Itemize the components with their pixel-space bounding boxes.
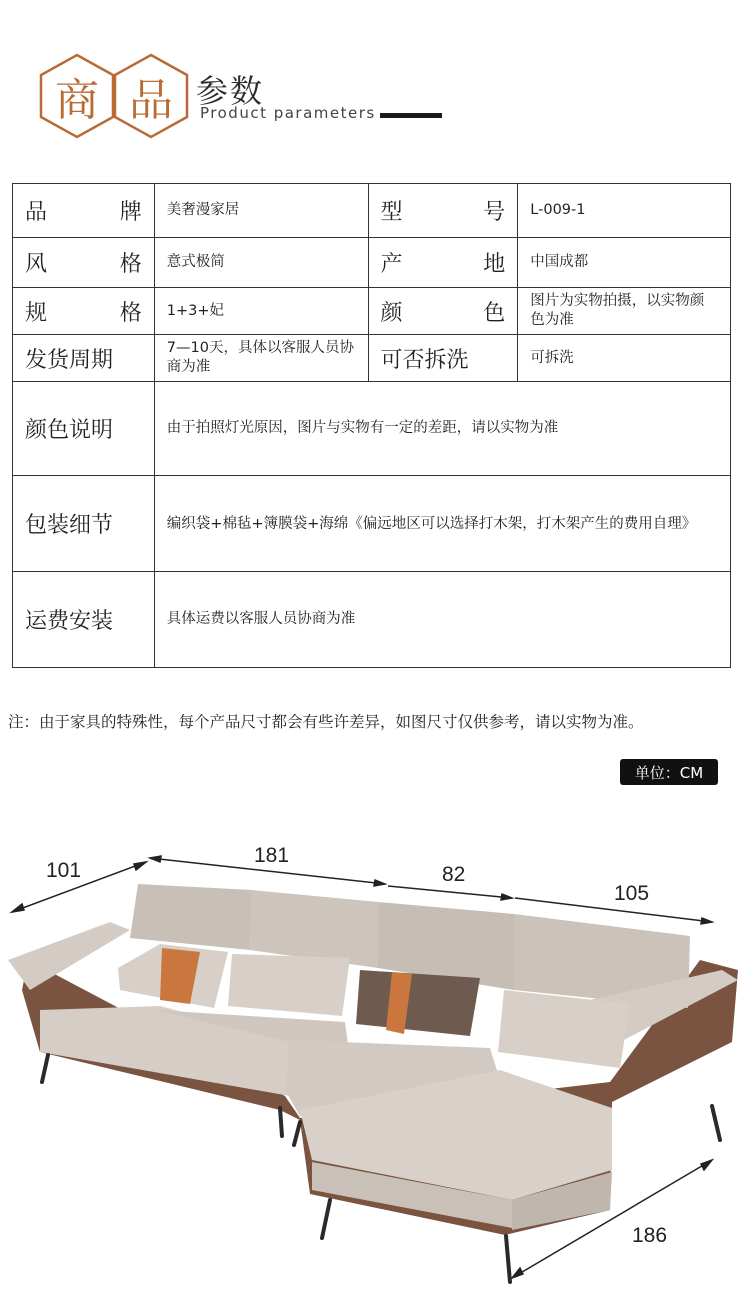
unit-badge: 单位：CM (620, 759, 718, 785)
value-color: 图片为实物拍摄，以实物颜色为准 (518, 288, 731, 335)
value-packaging: 编织袋+棉毡+簿膜袋+海绵《偏远地区可以选择打木架，打木架产生的费用自理》 (154, 476, 730, 572)
table-row (13, 476, 731, 572)
sofa-body (8, 884, 738, 1235)
title-char-pin: 品 (129, 75, 173, 126)
value-spec: 1+3+妃 (154, 288, 368, 335)
title-char-shang: 商 (55, 75, 99, 126)
value-washable: 可拆洗 (518, 335, 731, 382)
table-row (13, 184, 731, 238)
value-style: 意式极简 (154, 238, 368, 288)
dim-left-width: 181 (254, 844, 290, 867)
table-row (13, 382, 731, 476)
dim-middle: 82 (442, 863, 466, 886)
parameters-table (12, 183, 731, 668)
label-washable: 可否拆洗 (368, 335, 518, 382)
value-color-note: 由于拍照灯光原因，图片与实物有一定的差距，请以实物为准 (154, 382, 730, 476)
dim-chaise-width: 105 (614, 882, 650, 905)
label-spec: 规格 (13, 288, 155, 335)
label-style: 风格 (13, 238, 155, 288)
size-note: 注：由于家具的特殊性，每个产品尺寸都会有些许差异，如图尺寸仅供参考，请以实物为准。 (8, 713, 644, 731)
value-brand: 美奢漫家居 (154, 184, 368, 238)
label-delivery: 发货周期 (13, 335, 155, 382)
header-section (0, 0, 750, 170)
value-shipping: 具体运费以客服人员协商为准 (154, 572, 730, 668)
label-shipping: 运费安装 (13, 572, 155, 668)
title-suffix: 参数 (196, 72, 265, 110)
dim-depth: 101 (46, 859, 82, 882)
title-underline (380, 113, 442, 118)
sofa-illustration (0, 790, 750, 1307)
label-brand: 品牌 (13, 184, 155, 238)
table-row (13, 335, 731, 382)
table-row (13, 288, 731, 335)
title-english: Product parameters (200, 104, 376, 122)
label-origin: 产地 (368, 238, 518, 288)
table-row (13, 238, 731, 288)
value-origin: 中国成都 (518, 238, 731, 288)
dim-chaise-length: 186 (632, 1224, 668, 1247)
label-packaging: 包装细节 (13, 476, 155, 572)
value-model: L-009-1 (518, 184, 731, 238)
label-color: 颜色 (368, 288, 518, 335)
value-delivery: 7—10天，具体以客服人员协商为准 (154, 335, 368, 382)
table-row (13, 572, 731, 668)
label-model: 型号 (368, 184, 518, 238)
label-color-note: 颜色说明 (13, 382, 155, 476)
